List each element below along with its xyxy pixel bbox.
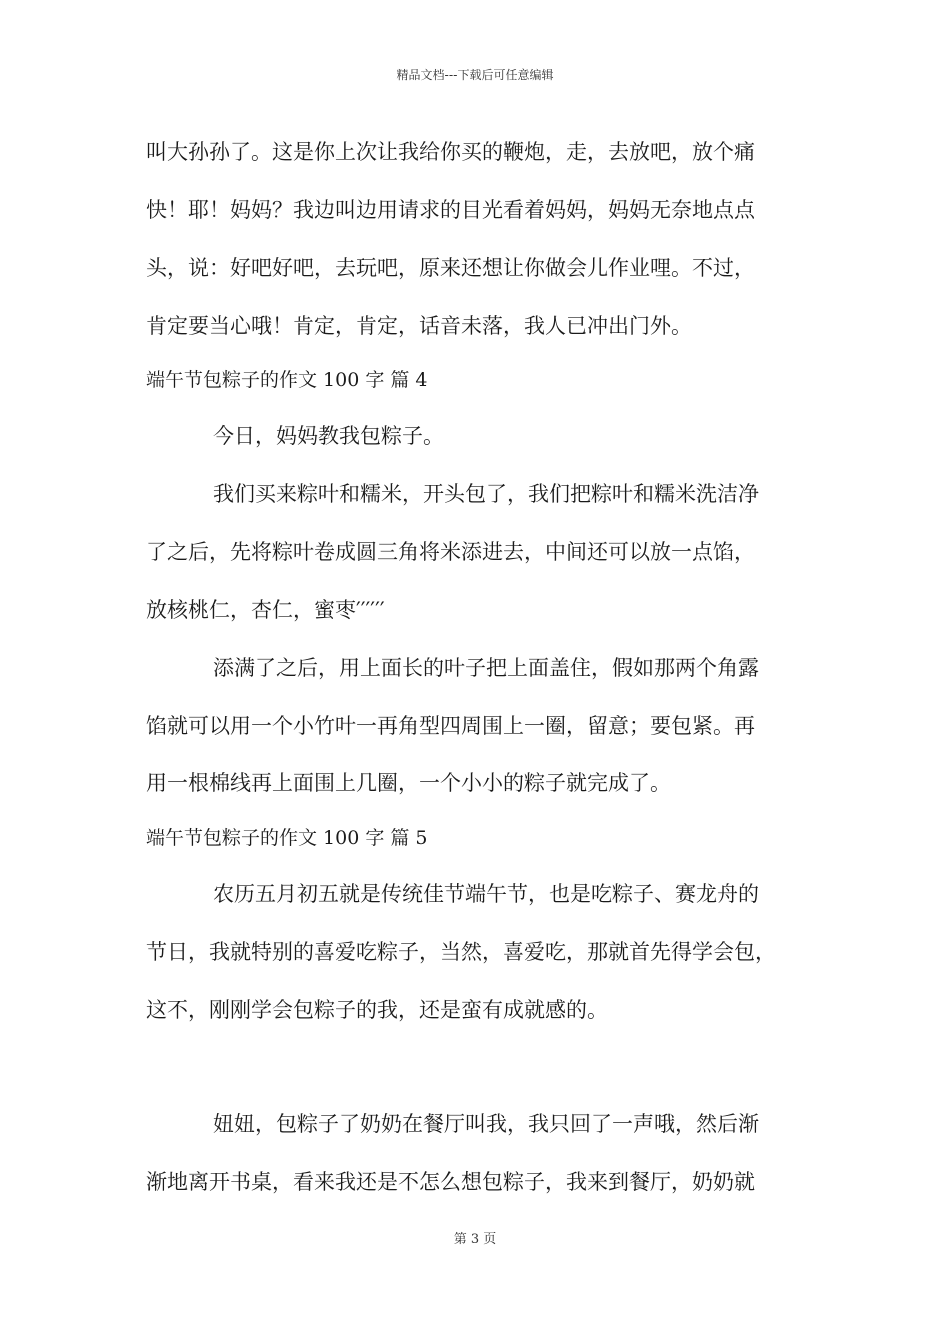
- paragraph-line: 添满了之后，用上面长的叶子把上面盖住，假如那两个角露: [213, 656, 759, 680]
- paragraph-line: 农历五月初五就是传统佳节端午节，也是吃粽子、赛龙舟的: [213, 882, 759, 906]
- paragraph-line: 馅就可以用一个小竹叶一再角型四周围上一圈，留意；要包紧。再: [146, 714, 755, 738]
- paragraph-line: 节日，我就特别的喜爱吃粽子，当然，喜爱吃，那就首先得学会包，: [146, 940, 776, 964]
- paragraph-line: 肯定要当心哦！肯定，肯定，话音未落，我人已冲出门外。: [146, 314, 692, 338]
- paragraph-line: 今日，妈妈教我包粽子。: [213, 424, 444, 448]
- paragraph-line: 我们买来粽叶和糯米，开头包了，我们把粽叶和糯米洗洁净: [213, 482, 759, 506]
- paragraph-line: 叫大孙孙了。这是你上次让我给你买的鞭炮，走，去放吧，放个痛: [146, 140, 755, 164]
- paragraph-line: 渐地离开书桌，看来我还是不怎么想包粽子，我来到餐厅，奶奶就: [146, 1170, 755, 1194]
- paragraph-line: 头，说：好吧好吧，去玩吧，原来还想让你做会儿作业哩。不过，: [146, 256, 755, 280]
- section-heading: 端午节包粽子的作文 100 字 篇 5: [146, 827, 428, 849]
- page-number: 第 3 页: [453, 1232, 497, 1247]
- paragraph-line: 放核桃仁，杏仁，蜜枣′′′′′′: [146, 598, 385, 622]
- paragraph-line: 这不，刚刚学会包粽子的我，还是蛮有成就感的。: [146, 998, 608, 1022]
- page-header: 精品文档---下载后可任意编辑: [396, 68, 554, 82]
- paragraph-line: 妞妞，包粽子了奶奶在餐厅叫我，我只回了一声哦，然后渐: [213, 1112, 759, 1136]
- section-heading: 端午节包粽子的作文 100 字 篇 4: [146, 369, 428, 391]
- paragraph-line: 了之后，先将粽叶卷成圆三角将米添进去，中间还可以放一点馅，: [146, 540, 755, 564]
- paragraph-line: 用一根棉线再上面围上几圈，一个小小的粽子就完成了。: [146, 771, 671, 795]
- paragraph-line: 快！耶！妈妈？我边叫边用请求的目光看着妈妈，妈妈无奈地点点: [146, 198, 755, 222]
